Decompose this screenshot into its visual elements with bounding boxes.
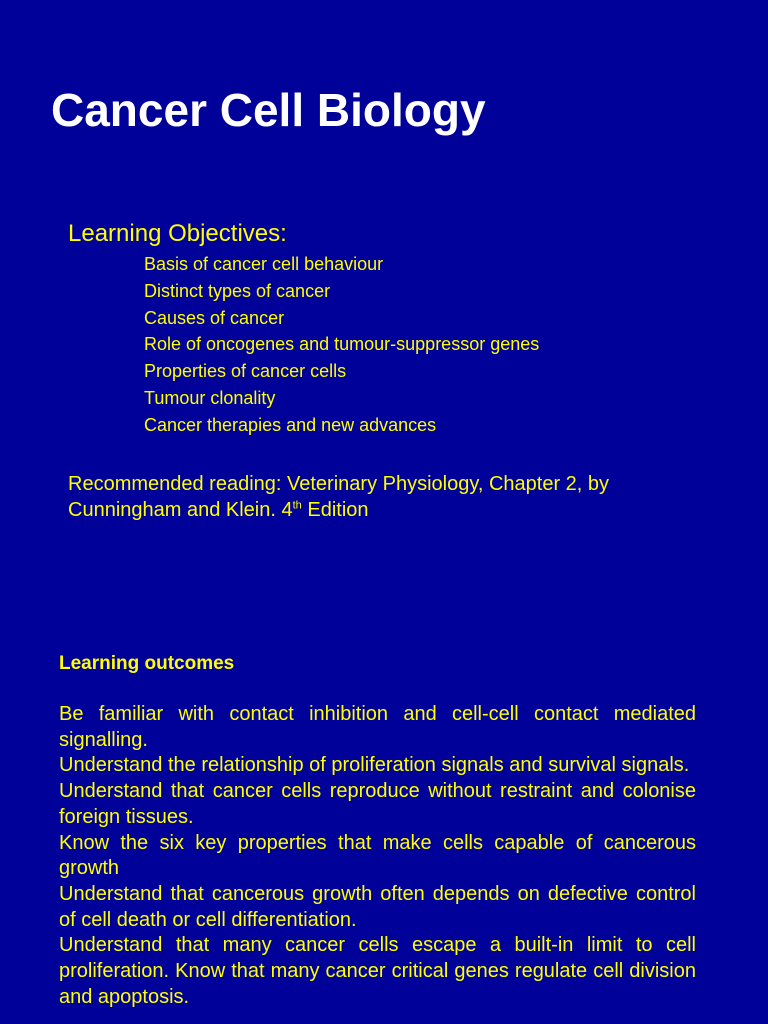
objective-item: Distinct types of cancer xyxy=(144,280,331,301)
objective-item: Role of oncogenes and tumour-suppressor genes xyxy=(144,334,540,355)
objective-item: Causes of cancer xyxy=(144,307,285,328)
edition-superscript: th xyxy=(292,499,302,512)
recommended-reading-suffix: Edition xyxy=(301,499,369,521)
recommended-reading xyxy=(68,471,708,523)
learning-objectives-heading: Learning Objectives: xyxy=(68,220,287,247)
recommended-reading-text: Recommended reading: Veterinary Physiology, Chapter 2, by Cunningham and Klein. 4 xyxy=(68,473,610,521)
outcome-item: Be familiar with contact inhibition and cell-cell contact mediated signalling. xyxy=(59,703,696,751)
outcome-item: Understand that cancerous growth often depends on defective control of cell death or cell differentiation. xyxy=(59,882,696,931)
learning-outcomes-heading: Learning outcomes xyxy=(59,653,235,674)
slide-title: Cancer Cell Biology xyxy=(51,84,486,136)
learning-objectives-list xyxy=(144,251,539,439)
objective-item: Basis of cancer cell behaviour xyxy=(144,254,384,274)
objective-item: Cancer therapies and new advances xyxy=(144,414,437,435)
outcome-item: Understand that cancer cells reproduce without restraint and colonise foreign tissues. xyxy=(59,780,696,828)
outcome-item: Understand that many cancer cells escape a built-in limit to cell proliferation. Know that many cancer critical genes regulate cell division and apoptosis. xyxy=(59,934,696,1008)
outcome-item: Know the six key properties that make cells capable of cancerous growth xyxy=(59,831,696,880)
learning-outcomes-list xyxy=(59,702,696,1010)
outcome-item: Understand the relationship of proliferation signals and survival signals. xyxy=(59,754,690,777)
objective-item: Properties of cancer cells xyxy=(144,361,347,382)
objective-item: Tumour clonality xyxy=(144,387,276,408)
